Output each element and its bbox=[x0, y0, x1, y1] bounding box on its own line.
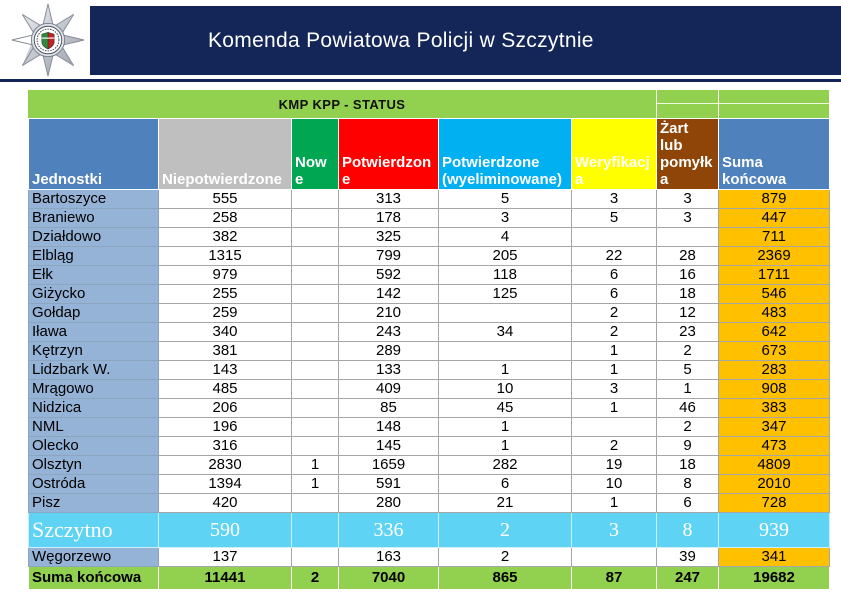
cell-weryfikacja: 1 bbox=[572, 361, 657, 380]
column-header-nowe: Nowe bbox=[292, 119, 339, 190]
cell-suma_koncowa: 546 bbox=[719, 285, 830, 304]
cell-niepotwierdzone: 137 bbox=[159, 548, 292, 567]
cell-potwierdzone: 148 bbox=[339, 418, 439, 437]
cell-potwierdzone_wyeliminowane: 282 bbox=[439, 456, 572, 475]
table-row bbox=[29, 247, 830, 266]
cell-weryfikacja: 19 bbox=[572, 456, 657, 475]
cell-weryfikacja: 3 bbox=[572, 190, 657, 209]
table-row bbox=[29, 209, 830, 228]
cell-suma_koncowa: 19682 bbox=[719, 567, 830, 590]
status-spacer-cell bbox=[718, 90, 829, 118]
cell-niepotwierdzone: 340 bbox=[159, 323, 292, 342]
cell-zart_lub_pomylka: 23 bbox=[657, 323, 719, 342]
cell-potwierdzone: 210 bbox=[339, 304, 439, 323]
cell-nowe bbox=[292, 266, 339, 285]
cell-weryfikacja bbox=[572, 228, 657, 247]
cell-weryfikacja: 5 bbox=[572, 209, 657, 228]
cell-weryfikacja: 1 bbox=[572, 399, 657, 418]
cell-potwierdzone: 409 bbox=[339, 380, 439, 399]
cell-suma_koncowa: 673 bbox=[719, 342, 830, 361]
cell-potwierdzone_wyeliminowane: 2 bbox=[439, 548, 572, 567]
cell-niepotwierdzone: 255 bbox=[159, 285, 292, 304]
cell-weryfikacja: 1 bbox=[572, 342, 657, 361]
column-header-niepotwierdzone: Niepotwierdzone bbox=[159, 119, 292, 190]
cell-zart_lub_pomylka: 2 bbox=[657, 418, 719, 437]
table-row bbox=[29, 475, 830, 494]
cell-niepotwierdzone: 590 bbox=[159, 513, 292, 548]
police-star-icon bbox=[8, 2, 88, 78]
cell-potwierdzone: 1659 bbox=[339, 456, 439, 475]
cell-potwierdzone: 289 bbox=[339, 342, 439, 361]
cell-potwierdzone_wyeliminowane: 3 bbox=[439, 209, 572, 228]
cell-potwierdzone: 142 bbox=[339, 285, 439, 304]
cell-nowe bbox=[292, 418, 339, 437]
cell-zart_lub_pomylka: 46 bbox=[657, 399, 719, 418]
cell-potwierdzone_wyeliminowane: 1 bbox=[439, 437, 572, 456]
table-row bbox=[29, 285, 830, 304]
row-label: Działdowo bbox=[29, 228, 159, 247]
table-row bbox=[29, 494, 830, 513]
cell-weryfikacja: 2 bbox=[572, 304, 657, 323]
row-label: Elbląg bbox=[29, 247, 159, 266]
cell-zart_lub_pomylka: 18 bbox=[657, 285, 719, 304]
cell-potwierdzone: 243 bbox=[339, 323, 439, 342]
cell-zart_lub_pomylka: 5 bbox=[657, 361, 719, 380]
column-header-suma-koncowa: Suma końcowa bbox=[719, 119, 830, 190]
cell-nowe bbox=[292, 548, 339, 567]
row-label: Giżycko bbox=[29, 285, 159, 304]
cell-potwierdzone_wyeliminowane: 1 bbox=[439, 361, 572, 380]
cell-niepotwierdzone: 485 bbox=[159, 380, 292, 399]
cell-nowe bbox=[292, 513, 339, 548]
cell-zart_lub_pomylka: 3 bbox=[657, 190, 719, 209]
cell-weryfikacja: 1 bbox=[572, 494, 657, 513]
cell-potwierdzone: 592 bbox=[339, 266, 439, 285]
cell-nowe bbox=[292, 399, 339, 418]
cell-weryfikacja: 2 bbox=[572, 323, 657, 342]
cell-suma_koncowa: 473 bbox=[719, 437, 830, 456]
cell-potwierdzone: 178 bbox=[339, 209, 439, 228]
cell-weryfikacja: 2 bbox=[572, 437, 657, 456]
cell-suma_koncowa: 4809 bbox=[719, 456, 830, 475]
table-row bbox=[29, 342, 830, 361]
cell-potwierdzone: 163 bbox=[339, 548, 439, 567]
table-row bbox=[29, 304, 830, 323]
cell-potwierdzone: 325 bbox=[339, 228, 439, 247]
cell-suma_koncowa: 2369 bbox=[719, 247, 830, 266]
column-header-weryfikacja: Weryfikacja bbox=[572, 119, 657, 190]
cell-suma_koncowa: 383 bbox=[719, 399, 830, 418]
cell-suma_koncowa: 728 bbox=[719, 494, 830, 513]
cell-potwierdzone: 7040 bbox=[339, 567, 439, 590]
cell-potwierdzone_wyeliminowane: 34 bbox=[439, 323, 572, 342]
cell-potwierdzone_wyeliminowane: 45 bbox=[439, 399, 572, 418]
table-row bbox=[29, 228, 830, 247]
cell-suma_koncowa: 642 bbox=[719, 323, 830, 342]
cell-zart_lub_pomylka: 9 bbox=[657, 437, 719, 456]
cell-nowe: 2 bbox=[292, 567, 339, 590]
table-body bbox=[29, 190, 830, 590]
police-badge-logo bbox=[6, 1, 90, 79]
column-header-zart-lub-pomylka: Żart lub pomyłka bbox=[657, 119, 719, 190]
cell-zart_lub_pomylka: 28 bbox=[657, 247, 719, 266]
cell-niepotwierdzone: 382 bbox=[159, 228, 292, 247]
cell-potwierdzone_wyeliminowane: 125 bbox=[439, 285, 572, 304]
cell-niepotwierdzone: 2830 bbox=[159, 456, 292, 475]
row-label: Bartoszyce bbox=[29, 190, 159, 209]
cell-niepotwierdzone: 11441 bbox=[159, 567, 292, 590]
cell-potwierdzone_wyeliminowane: 4 bbox=[439, 228, 572, 247]
cell-zart_lub_pomylka: 2 bbox=[657, 342, 719, 361]
cell-niepotwierdzone: 555 bbox=[159, 190, 292, 209]
table-row bbox=[29, 380, 830, 399]
status-table bbox=[28, 118, 830, 590]
cell-niepotwierdzone: 206 bbox=[159, 399, 292, 418]
cell-niepotwierdzone: 979 bbox=[159, 266, 292, 285]
cell-potwierdzone: 336 bbox=[339, 513, 439, 548]
row-label: Ełk bbox=[29, 266, 159, 285]
cell-potwierdzone: 799 bbox=[339, 247, 439, 266]
cell-potwierdzone: 133 bbox=[339, 361, 439, 380]
cell-weryfikacja bbox=[572, 548, 657, 567]
cell-potwierdzone: 591 bbox=[339, 475, 439, 494]
table-row bbox=[29, 418, 830, 437]
row-label: Nidzica bbox=[29, 399, 159, 418]
cell-niepotwierdzone: 381 bbox=[159, 342, 292, 361]
row-label: NML bbox=[29, 418, 159, 437]
cell-zart_lub_pomylka: 12 bbox=[657, 304, 719, 323]
row-label: Szczytno bbox=[29, 513, 159, 548]
badge-crest-icon bbox=[42, 32, 54, 49]
table-row bbox=[29, 456, 830, 475]
title-underline bbox=[0, 79, 841, 82]
cell-niepotwierdzone: 196 bbox=[159, 418, 292, 437]
cell-zart_lub_pomylka: 8 bbox=[657, 513, 719, 548]
cell-zart_lub_pomylka: 247 bbox=[657, 567, 719, 590]
cell-zart_lub_pomylka: 18 bbox=[657, 456, 719, 475]
cell-potwierdzone_wyeliminowane: 6 bbox=[439, 475, 572, 494]
cell-zart_lub_pomylka: 3 bbox=[657, 209, 719, 228]
cell-niepotwierdzone: 1315 bbox=[159, 247, 292, 266]
cell-suma_koncowa: 2010 bbox=[719, 475, 830, 494]
row-label: Olecko bbox=[29, 437, 159, 456]
cell-nowe bbox=[292, 437, 339, 456]
title-bar bbox=[90, 6, 841, 75]
cell-suma_koncowa: 879 bbox=[719, 190, 830, 209]
cell-potwierdzone_wyeliminowane: 5 bbox=[439, 190, 572, 209]
cell-nowe bbox=[292, 342, 339, 361]
status-title: KMP KPP - STATUS bbox=[278, 96, 406, 112]
cell-niepotwierdzone: 258 bbox=[159, 209, 292, 228]
cell-suma_koncowa: 908 bbox=[719, 380, 830, 399]
page-title: Komenda Powiatowa Policji w Szczytnie bbox=[208, 28, 594, 52]
cell-weryfikacja: 3 bbox=[572, 513, 657, 548]
cell-weryfikacja bbox=[572, 418, 657, 437]
row-label: Suma końcowa bbox=[29, 567, 159, 590]
cell-potwierdzone_wyeliminowane: 10 bbox=[439, 380, 572, 399]
cell-suma_koncowa: 711 bbox=[719, 228, 830, 247]
status-bar bbox=[28, 90, 829, 118]
cell-weryfikacja: 22 bbox=[572, 247, 657, 266]
cell-nowe bbox=[292, 494, 339, 513]
row-label: Lidzbark W. bbox=[29, 361, 159, 380]
cell-weryfikacja: 6 bbox=[572, 285, 657, 304]
cell-zart_lub_pomylka: 1 bbox=[657, 380, 719, 399]
table-row bbox=[29, 266, 830, 285]
column-header-potwierdzone: Potwierdzone bbox=[339, 119, 439, 190]
table-row bbox=[29, 323, 830, 342]
header-row bbox=[29, 119, 830, 190]
cell-nowe bbox=[292, 323, 339, 342]
cell-weryfikacja: 6 bbox=[572, 266, 657, 285]
cell-potwierdzone_wyeliminowane: 1 bbox=[439, 418, 572, 437]
cell-nowe bbox=[292, 380, 339, 399]
cell-suma_koncowa: 939 bbox=[719, 513, 830, 548]
cell-zart_lub_pomylka bbox=[657, 228, 719, 247]
status-title-cell bbox=[28, 90, 656, 118]
cell-zart_lub_pomylka: 6 bbox=[657, 494, 719, 513]
cell-nowe bbox=[292, 361, 339, 380]
cell-nowe bbox=[292, 228, 339, 247]
table-row bbox=[29, 361, 830, 380]
cell-potwierdzone_wyeliminowane: 118 bbox=[439, 266, 572, 285]
cell-nowe bbox=[292, 285, 339, 304]
table-row bbox=[29, 513, 830, 548]
cell-suma_koncowa: 483 bbox=[719, 304, 830, 323]
cell-niepotwierdzone: 420 bbox=[159, 494, 292, 513]
row-label: Pisz bbox=[29, 494, 159, 513]
cell-nowe bbox=[292, 247, 339, 266]
row-label: Iława bbox=[29, 323, 159, 342]
cell-weryfikacja: 10 bbox=[572, 475, 657, 494]
cell-suma_koncowa: 1711 bbox=[719, 266, 830, 285]
cell-potwierdzone_wyeliminowane: 205 bbox=[439, 247, 572, 266]
row-label: Mrągowo bbox=[29, 380, 159, 399]
cell-zart_lub_pomylka: 8 bbox=[657, 475, 719, 494]
cell-nowe bbox=[292, 209, 339, 228]
row-label: Gołdap bbox=[29, 304, 159, 323]
cell-potwierdzone_wyeliminowane: 865 bbox=[439, 567, 572, 590]
cell-potwierdzone: 280 bbox=[339, 494, 439, 513]
table-row bbox=[29, 548, 830, 567]
row-label: Braniewo bbox=[29, 209, 159, 228]
cell-potwierdzone_wyeliminowane bbox=[439, 304, 572, 323]
cell-zart_lub_pomylka: 16 bbox=[657, 266, 719, 285]
cell-suma_koncowa: 341 bbox=[719, 548, 830, 567]
cell-suma_koncowa: 347 bbox=[719, 418, 830, 437]
cell-niepotwierdzone: 143 bbox=[159, 361, 292, 380]
cell-potwierdzone_wyeliminowane bbox=[439, 342, 572, 361]
cell-potwierdzone_wyeliminowane: 2 bbox=[439, 513, 572, 548]
cell-potwierdzone: 85 bbox=[339, 399, 439, 418]
cell-nowe bbox=[292, 304, 339, 323]
table-row bbox=[29, 437, 830, 456]
status-spacer-cell bbox=[656, 90, 718, 118]
table-row bbox=[29, 190, 830, 209]
cell-niepotwierdzone: 316 bbox=[159, 437, 292, 456]
column-header-potwierdzone-wyeliminowane: Potwierdzone (wyeliminowane) bbox=[439, 119, 572, 190]
row-label: Olsztyn bbox=[29, 456, 159, 475]
cell-potwierdzone: 145 bbox=[339, 437, 439, 456]
cell-niepotwierdzone: 1394 bbox=[159, 475, 292, 494]
column-header-jednostki: Jednostki bbox=[29, 119, 159, 190]
cell-nowe: 1 bbox=[292, 475, 339, 494]
cell-niepotwierdzone: 259 bbox=[159, 304, 292, 323]
table-row bbox=[29, 567, 830, 590]
row-label: Ostróda bbox=[29, 475, 159, 494]
cell-potwierdzone: 313 bbox=[339, 190, 439, 209]
cell-weryfikacja: 3 bbox=[572, 380, 657, 399]
cell-potwierdzone_wyeliminowane: 21 bbox=[439, 494, 572, 513]
cell-suma_koncowa: 283 bbox=[719, 361, 830, 380]
cell-weryfikacja: 87 bbox=[572, 567, 657, 590]
row-label: Węgorzewo bbox=[29, 548, 159, 567]
table-row bbox=[29, 399, 830, 418]
cell-zart_lub_pomylka: 39 bbox=[657, 548, 719, 567]
row-label: Kętrzyn bbox=[29, 342, 159, 361]
cell-nowe bbox=[292, 190, 339, 209]
cell-suma_koncowa: 447 bbox=[719, 209, 830, 228]
cell-nowe: 1 bbox=[292, 456, 339, 475]
